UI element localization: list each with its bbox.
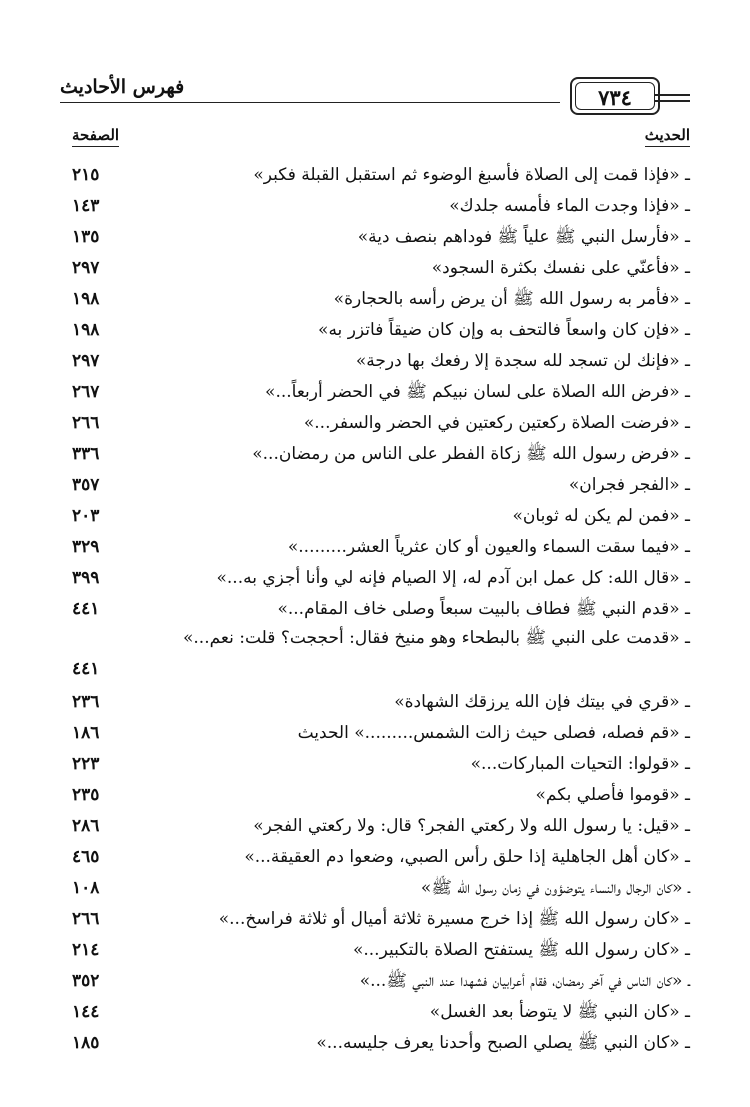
index-entry <box>60 900 690 931</box>
page-reference: ١٤٣ <box>72 196 100 216</box>
hadith-text: ـ «كان رسول الله ﷺ إذا خرج مسيرة ثلاثة أميال أو ثلاثة فراسخ...» <box>218 909 690 929</box>
index-entry <box>60 993 690 1024</box>
page-reference: ٢١٤ <box>72 940 100 960</box>
index-entry <box>60 745 690 776</box>
page-reference: ٢٣٦ <box>72 692 100 712</box>
page-reference: ٢٨٦ <box>72 816 100 836</box>
page-reference: ١٨٥ <box>72 1033 100 1053</box>
page-reference: ٢٣٥ <box>72 785 100 805</box>
index-entry <box>60 931 690 962</box>
hadith-text: ـ «فأعنّي على نفسك بكثرة السجود» <box>431 258 690 278</box>
page-reference: ٢٦٧ <box>72 382 100 402</box>
index-entry <box>60 373 690 404</box>
hadith-text: ـ «فيما سقت السماء والعيون أو كان عثرياً العشر.........» <box>287 537 690 557</box>
hadith-text: ـ «قري في بيتك فإن الله يرزقك الشهادة» <box>394 692 690 712</box>
hadith-text: ـ «قم فصله، فصلى حيث زالت الشمس.........» الحديث <box>297 723 690 743</box>
hadith-text: ـ «كان الرجال والنساء يتوضؤون في زمان رسول الله ﷺ» <box>420 878 690 898</box>
hadith-text: ـ «كان رسول الله ﷺ يستفتح الصلاة بالتكبير...» <box>352 940 690 960</box>
hadith-text: ـ «قال الله: كل عمل ابن آدم له، إلا الصيام فإنه لي وأنا أجزي به...» <box>216 568 690 588</box>
index-entry <box>60 590 690 621</box>
index-entry <box>60 869 690 900</box>
index-entry <box>60 156 690 187</box>
hadith-text: ـ «كان الناس في آخر رمضان، فقام أعرابيان فشهدا عند النبي ﷺ...» <box>359 971 690 991</box>
index-entry <box>60 218 690 249</box>
page-reference: ١٣٥ <box>72 227 100 247</box>
header-rule <box>60 102 560 103</box>
page-reference: ٢٩٧ <box>72 258 100 278</box>
hadith-text: ـ «كان أهل الجاهلية إذا حلق رأس الصبي، وضعوا دم العقيقة...» <box>244 847 690 867</box>
index-entry <box>60 280 690 311</box>
index-entry <box>60 404 690 435</box>
page-reference: ٣٥٢ <box>72 971 100 991</box>
hadith-text: ـ «فإذا وجدت الماء فأمسه جلدك» <box>449 196 690 216</box>
index-entry <box>60 683 690 714</box>
column-heading-hadith: الحديث <box>645 126 690 147</box>
page-reference: ٢٢٣ <box>72 754 100 774</box>
index-entry <box>60 962 690 993</box>
page-number: ٧٣٤ <box>575 82 655 110</box>
column-heading-page: الصفحة <box>72 126 119 147</box>
page-reference: ٣٢٩ <box>72 537 100 557</box>
index-entry <box>60 435 690 466</box>
index-entry <box>60 497 690 528</box>
hadith-text: ـ «قدم النبي ﷺ فطاف بالبيت سبعاً وصلى خاف المقام...» <box>277 599 690 619</box>
page-reference: ٣٣٦ <box>72 444 100 464</box>
index-entry <box>60 466 690 497</box>
index-entry <box>60 807 690 838</box>
hadith-text: ـ «الفجر فجران» <box>568 475 690 495</box>
hadith-text: ـ «فرض الله الصلاة على لسان نبيكم ﷺ في الحضر أربعاً...» <box>265 382 690 402</box>
hadith-index-list <box>60 156 690 1055</box>
index-entry <box>60 187 690 218</box>
page-reference: ٣٥٧ <box>72 475 100 495</box>
header-double-rule-1 <box>654 94 690 96</box>
index-entry <box>60 714 690 745</box>
page-reference: ٢٠٣ <box>72 506 100 526</box>
hadith-text: ـ «فرض رسول الله ﷺ زكاة الفطر على الناس من رمضان...» <box>252 444 690 464</box>
hadith-text: ـ «فإنك لن تسجد لله سجدة إلا رفعك بها درجة» <box>355 351 690 371</box>
hadith-text: ـ «فإذا قمت إلى الصلاة فأسبغ الوضوء ثم استقبل القبلة فكبر» <box>253 165 690 185</box>
page-reference: ٤٤١ <box>72 599 100 619</box>
hadith-text: ـ «كان النبي ﷺ لا يتوضأ بعد الغسل» <box>429 1002 690 1022</box>
running-title: فهرس الأحاديث <box>60 76 185 98</box>
hadith-text: ـ «فإن كان واسعاً فالتحف به وإن كان ضيقاً فاتزر به» <box>318 320 690 340</box>
hadith-text: ـ «كان النبي ﷺ يصلي الصبح وأحدنا يعرف جليسه...» <box>316 1033 690 1053</box>
index-entry <box>60 838 690 869</box>
index-entry <box>60 311 690 342</box>
page-reference: ٢٦٦ <box>72 909 100 929</box>
page-reference: ١٠٨ <box>72 878 100 898</box>
hadith-text: ـ «فأرسل النبي ﷺ علياً ﷺ فوداهم بنصف دية» <box>357 227 690 247</box>
hadith-text: ـ «فأمر به رسول الله ﷺ أن يرض رأسه بالحجارة» <box>333 289 690 309</box>
page-header <box>60 70 690 130</box>
header-double-rule-2 <box>654 100 690 102</box>
hadith-text: ـ «قوموا فأصلي بكم» <box>535 785 690 805</box>
index-entry <box>60 249 690 280</box>
hadith-text: ـ «قدمت على النبي ﷺ بالبطحاء وهو منيخ فقال: أحججت؟ قلت: نعم...» <box>182 628 690 648</box>
page-reference: ٤٤١ <box>72 659 100 679</box>
hadith-text: ـ «فمن لم يكن له ثوبان» <box>512 506 690 526</box>
page-reference: ٢٩٧ <box>72 351 100 371</box>
hadith-text: ـ «فرضت الصلاة ركعتين ركعتين في الحضر والسفر...» <box>303 413 690 433</box>
index-entry <box>60 1024 690 1055</box>
page-reference: ٢١٥ <box>72 165 100 185</box>
index-entry <box>60 342 690 373</box>
index-entry <box>60 621 690 683</box>
page-reference: ٤٦٥ <box>72 847 100 867</box>
page-reference: ٢٦٦ <box>72 413 100 433</box>
index-entry <box>60 559 690 590</box>
page-reference: ١٤٤ <box>72 1002 100 1022</box>
page-reference: ١٨٦ <box>72 723 100 743</box>
index-entry <box>60 528 690 559</box>
hadith-text: ـ «قيل: يا رسول الله ولا ركعتي الفجر؟ قال: ولا ركعتي الفجر» <box>253 816 690 836</box>
hadith-text: ـ «قولوا: التحيات المباركات...» <box>470 754 690 774</box>
index-entry <box>60 776 690 807</box>
page-reference: ١٩٨ <box>72 320 100 340</box>
page-reference: ١٩٨ <box>72 289 100 309</box>
page-reference: ٣٩٩ <box>72 568 100 588</box>
page-number-frame <box>570 77 660 115</box>
